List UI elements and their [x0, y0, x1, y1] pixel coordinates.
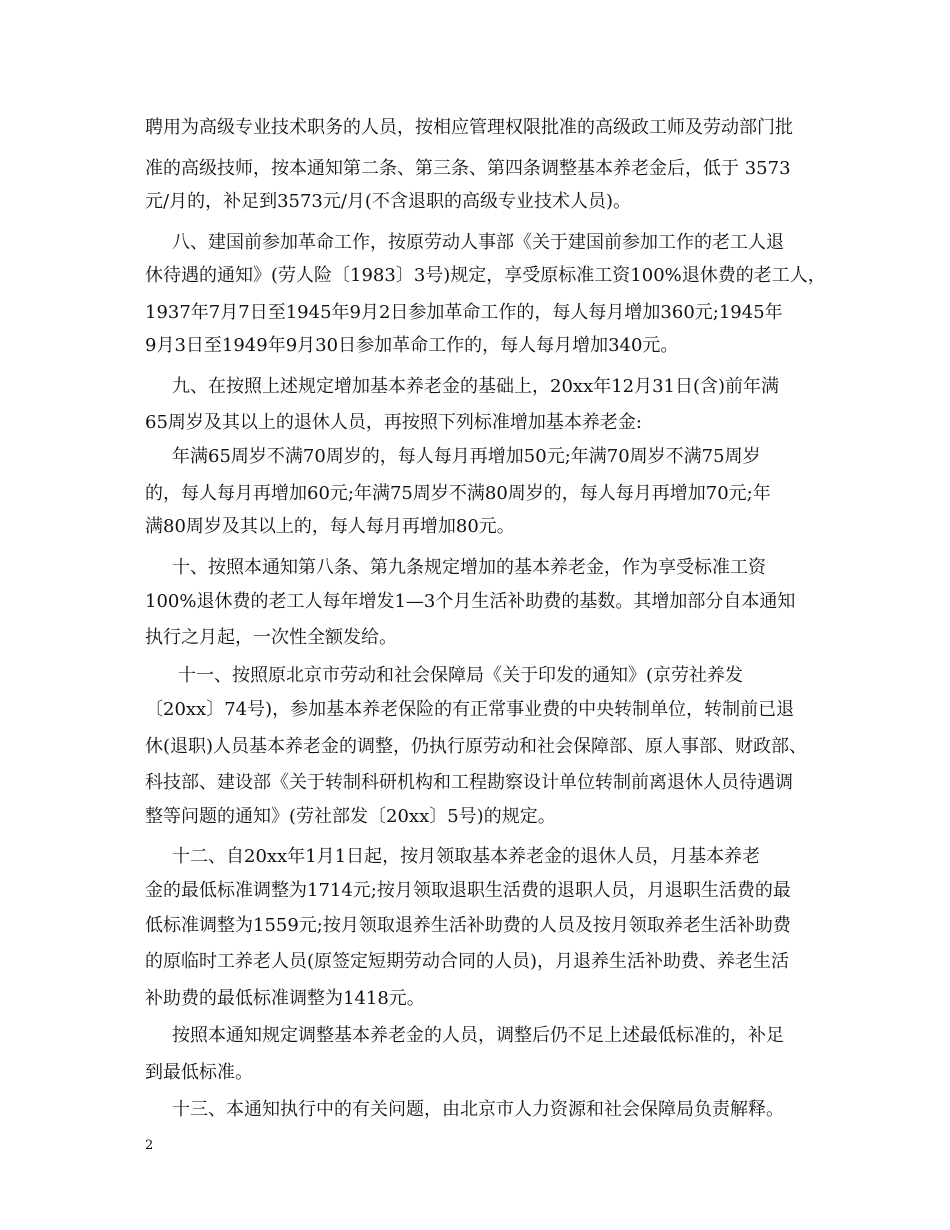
text-line: 执行之月起，一次性全额发给。 [145, 627, 397, 648]
text-line: 年满65周岁不满70周岁的，每人每月再增加50元;年满70周岁不满75周岁 [172, 446, 761, 467]
text-line: 十一、按照原北京市劳动和社会保障局《关于印发的通知》(京劳社养发 [178, 665, 744, 686]
text-line: 的原临时工养老人员(原签定短期劳动合同的人员)，月退养生活补助费、养老生活 [145, 951, 790, 972]
text-line: 低标准调整为1559元;按月领取退养生活补助费的人员及按月领取养老生活补助费 [145, 915, 791, 936]
text-line: 十二、自20xx年1月1日起，按月领取基本养老金的退休人员，月基本养老 [172, 846, 761, 867]
text-line: 整等问题的通知》(劳社部发〔20xx〕5号)的规定。 [145, 806, 556, 827]
text-line: 十三、本通知执行中的有关问题，由北京市人力资源和社会保障局负责解释。 [172, 1099, 784, 1120]
text-line: 65周岁及其以上的退休人员，再按照下列标准增加基本养老金: [145, 412, 642, 433]
text-line: 元/月的，补足到3573元/月(不含退职的高级专业技术人员)。 [145, 191, 631, 212]
text-line: 八、建国前参加革命工作，按原劳动人事部《关于建国前参加工作的老工人退 [172, 232, 784, 253]
text-line: 1937年7月7日至1945年9月2日参加革命工作的，每人每月增加360元;1945年 [145, 302, 783, 323]
page-number: 2 [145, 1138, 154, 1153]
text-line: 科技部、建设部《关于转制科研机构和工程勘察设计单位转制前离退休人员待遇调 [145, 772, 793, 793]
text-line: 十、按照本通知第八条、第九条规定增加的基本养老金，作为享受标准工资 [172, 557, 766, 578]
text-line: 九、在按照上述规定增加基本养老金的基础上，20xx年12月31日(含)前年满 [172, 376, 780, 397]
text-line: 补助费的最低标准调整为1418元。 [145, 988, 425, 1009]
text-line: 休待遇的通知》(劳人险〔1983〕3号)规定，享受原标准工资100%退休费的老工人， [145, 265, 826, 286]
text-line: 到最低标准。 [145, 1062, 253, 1083]
text-line: 休(退职)人员基本养老金的调整，仍执行原劳动和社会保障部、原人事部、财政部、 [145, 736, 808, 757]
text-line: 按照本通知规定调整基本养老金的人员，调整后仍不足上述最低标准的，补足 [172, 1025, 784, 1046]
text-line: 9月3日至1949年9月30日参加革命工作的，每人每月增加340元。 [145, 335, 679, 356]
text-line: 聘用为高级专业技术职务的人员，按相应管理权限批准的高级政工师及劳动部门批 [145, 117, 793, 138]
text-line: 准的高级技师，按本通知第二条、第三条、第四条调整基本养老金后，低于 3573 [145, 158, 791, 179]
text-line: 〔20xx〕74号)，参加基本养老保险的有正常事业费的中央转制单位，转制前已退 [145, 699, 795, 720]
text-line: 的，每人每月再增加60元;年满75周岁不满80周岁的，每人每月再增加70元;年 [145, 483, 771, 504]
text-line: 金的最低标准调整为1714元;按月领取退职生活费的退职人员，月退职生活费的最 [145, 880, 791, 901]
text-line: 100%退休费的老工人每年增发1—3个月生活补助费的基数。其增加部分自本通知 [145, 591, 796, 612]
text-line: 满80周岁及其以上的，每人每月再增加80元。 [145, 516, 515, 537]
